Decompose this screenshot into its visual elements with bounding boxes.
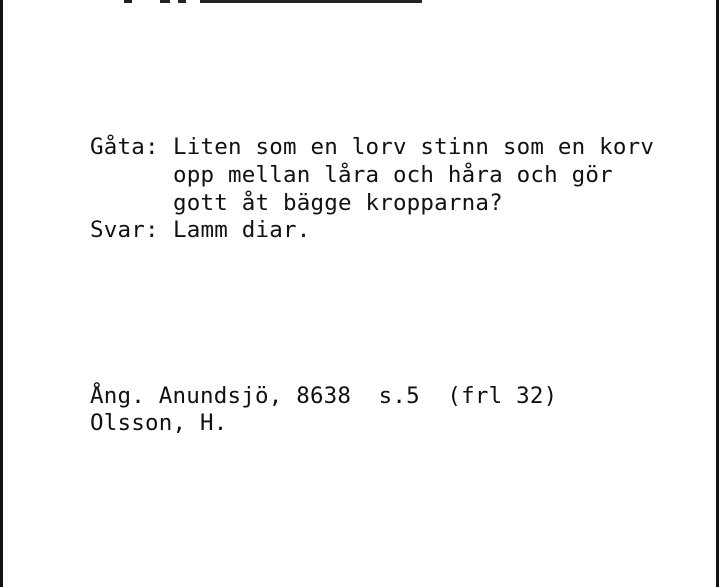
top-edge-fragment [178, 0, 186, 3]
author-name: Olsson, H. [90, 410, 228, 436]
card-left-edge [0, 0, 3, 587]
riddle-line-1: Liten som en lorv stinn som en korv [173, 134, 655, 160]
top-edge-fragment [160, 0, 170, 3]
riddle-line-2: opp mellan låra och håra och gör [173, 162, 613, 188]
card-right-edge [716, 0, 719, 587]
riddle-line-3: gott åt bägge kropparna? [173, 190, 503, 216]
source-reference: Ång. Anundsjö, 8638 s.5 (frl 32) [90, 383, 558, 409]
top-edge-fragment [200, 0, 422, 3]
riddle-label: Gåta: [90, 134, 159, 160]
answer-text: Lamm diar. [173, 217, 311, 243]
answer-label: Svar: [90, 217, 159, 243]
top-edge-fragment [124, 0, 132, 3]
